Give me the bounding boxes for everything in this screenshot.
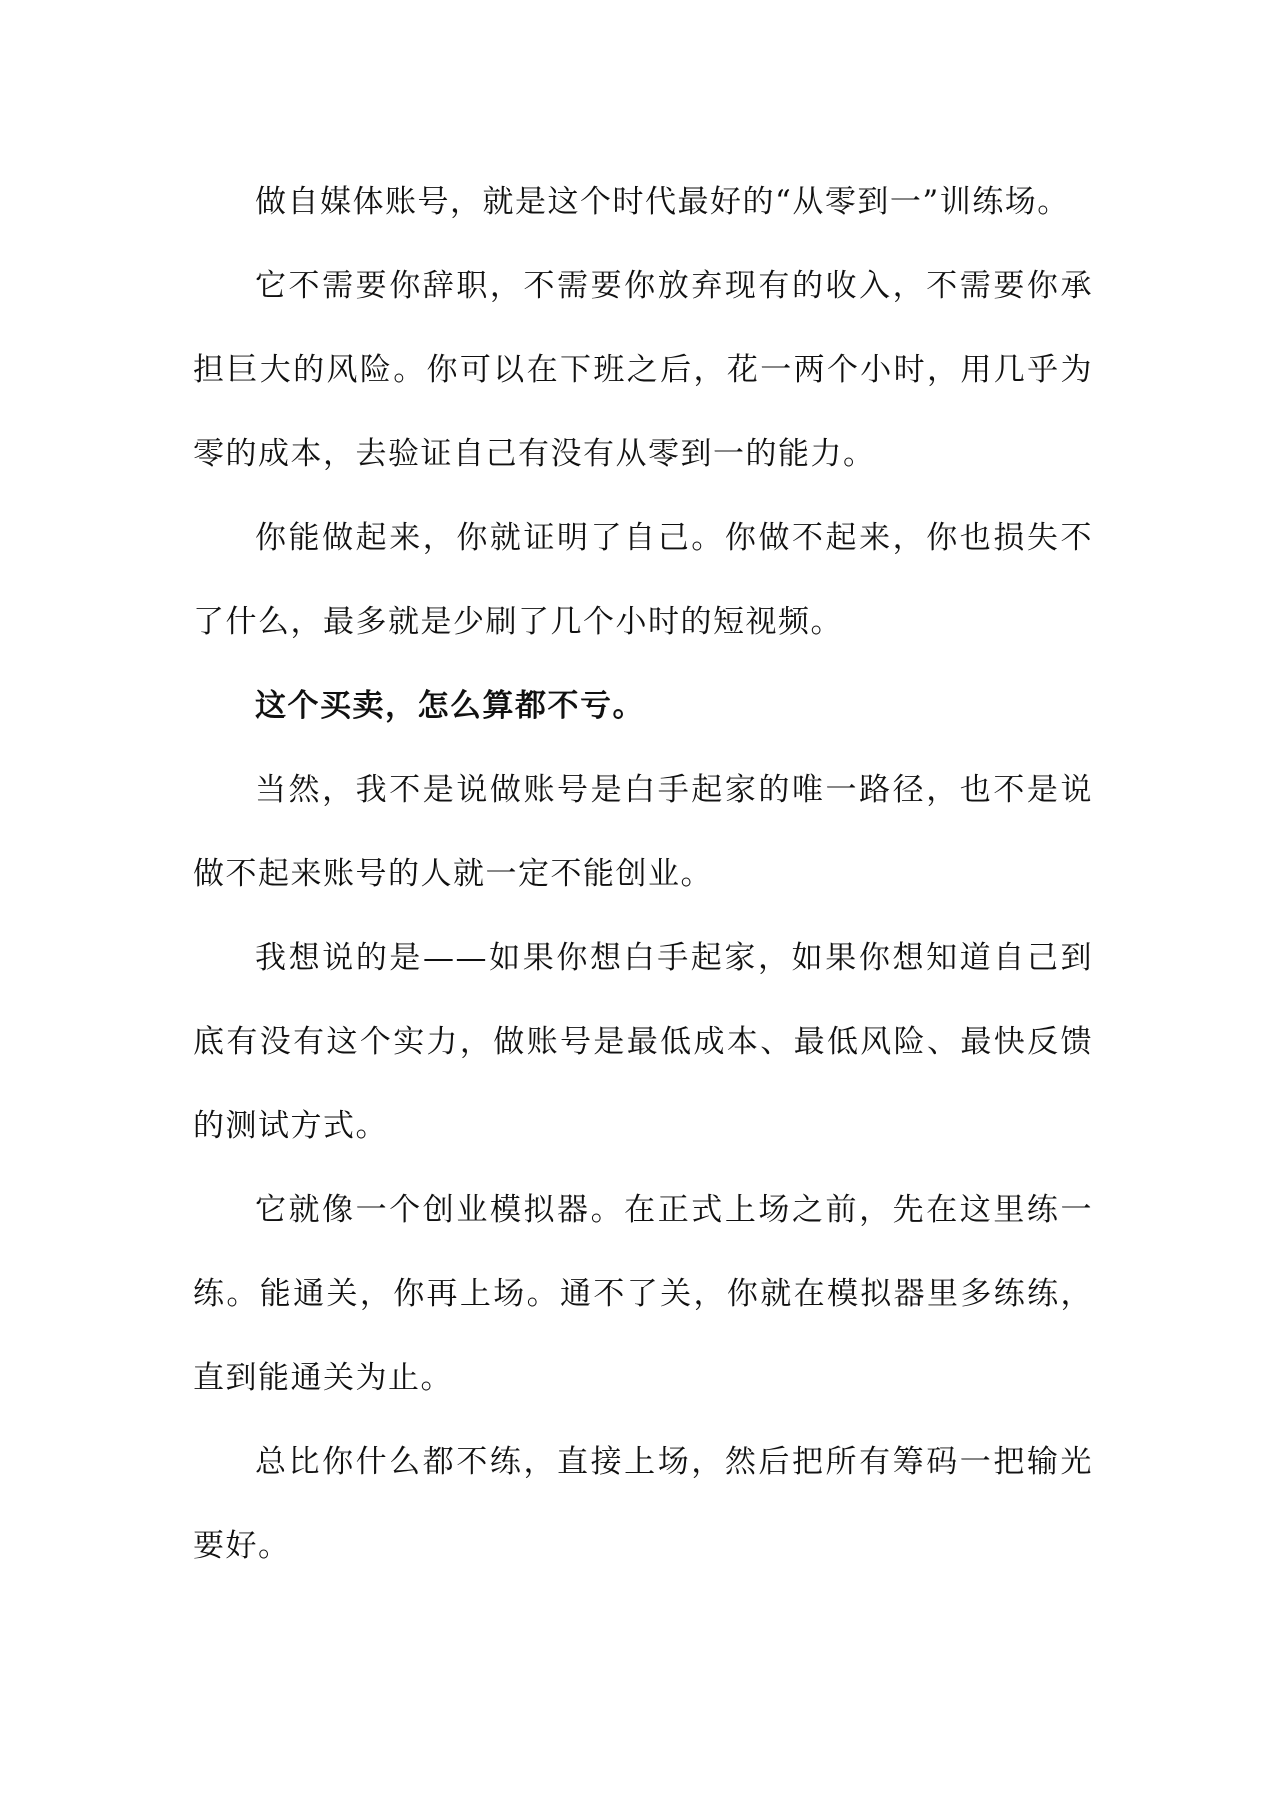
paragraph-2: 它不需要你辞职，不需要你放弃现有的收入，不需要你承担巨大的风险。你可以在下班之后，花一两个小时，用几乎为零的成本，去验证自己有没有从零到一的能力。: [193, 268, 1093, 472]
paragraph-6: 我想说的是——如果你想白手起家，如果你想知道自己到底有没有这个实力，做账号是最低成本、最低风险、最快反馈的测试方式。: [193, 940, 1093, 1144]
paragraph-3: 你能做起来，你就证明了自己。你做不起来，你也损失不了什么，最多就是少刷了几个小时的短视频。: [193, 520, 1093, 640]
document-body: [193, 160, 1093, 1588]
paragraph-8: 总比你什么都不练，直接上场，然后把所有筹码一把输光要好。: [193, 1444, 1093, 1564]
paragraph-7: 它就像一个创业模拟器。在正式上场之前，先在这里练一练。能通关，你再上场。通不了关，你就在模拟器里多练练，直到能通关为止。: [193, 1192, 1093, 1396]
paragraph-1: 做自媒体账号，就是这个时代最好的“从零到一”训练场。: [255, 184, 1070, 220]
paragraph-4-bold: 这个买卖，怎么算都不亏。: [255, 688, 645, 724]
paragraph-5: 当然，我不是说做账号是白手起家的唯一路径，也不是说做不起来账号的人就一定不能创业。: [193, 772, 1093, 892]
